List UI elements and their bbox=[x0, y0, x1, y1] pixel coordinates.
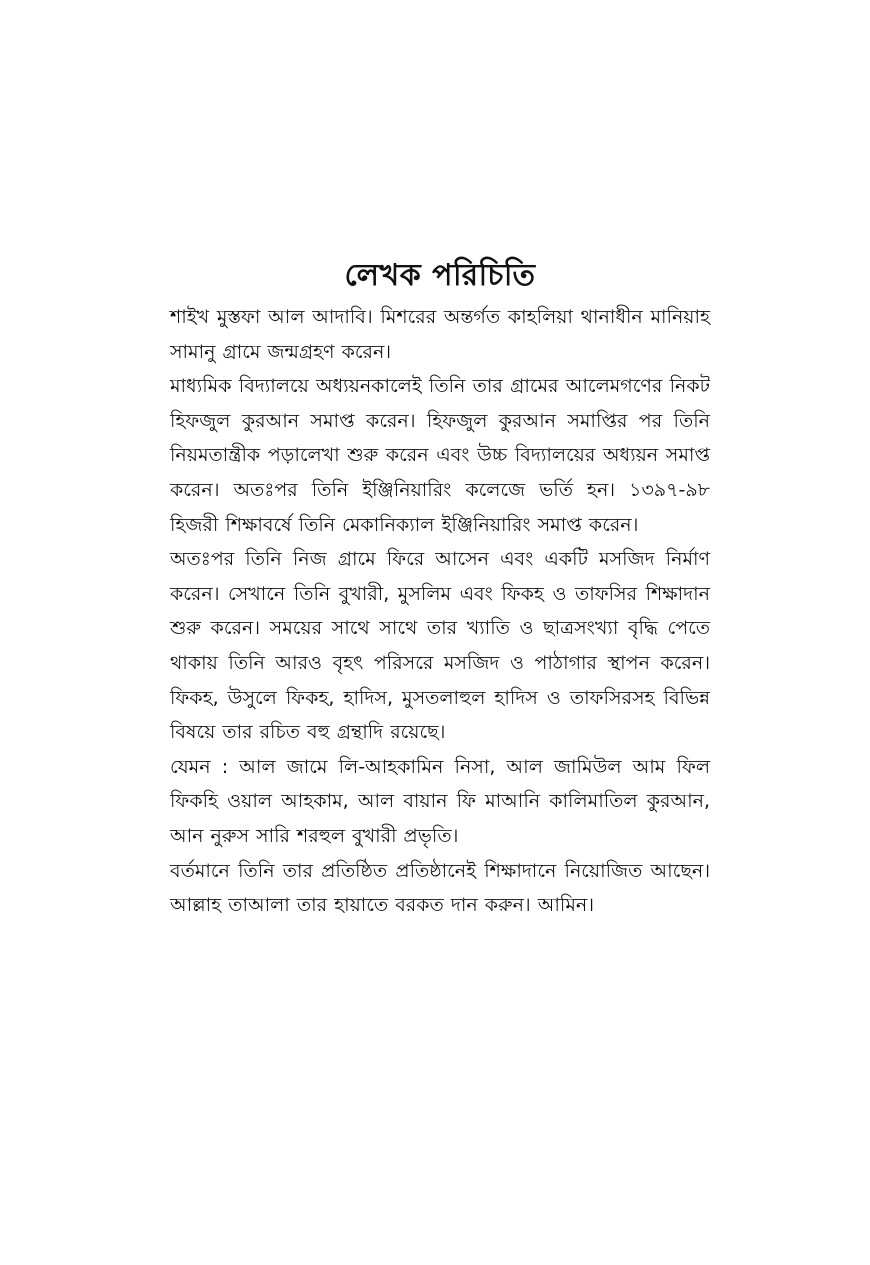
paragraph-birth: শাইখ মুস্তফা আল আদাবি। মিশরের অন্তর্গত কাহলিয়া থানাধীন মানিয়াহ সামানু গ্রামে জন্মগ্রহণ করেন। bbox=[170, 306, 710, 363]
page-title: লেখক পরিচিতি bbox=[344, 258, 536, 293]
paragraph-books: যেমন : আল জামে লি-আহকামিন নিসা, আল জামিউল আম ফিল ফিকহি ওয়াল আহকাম, আল বায়ান ফি মাআনি কালিমাতিল কুরআন, আন নুরুস সারি শরহুল বুখারী প্রভৃতি। bbox=[170, 755, 710, 847]
paragraph-teaching: অতঃপর তিনি নিজ গ্রামে ফিরে আসেন এবং একটি মসজিদ নির্মাণ করেন। সেখানে তিনি বুখারী, মুসলিম এবং ফিকহ ও তাফসির শিক্ষাদান শুরু করেন। সময়ের সাথে সাথে তার খ্যাতি ও ছাত্রসংখ্যা বৃদ্ধি পেতে থাকায় তিনি আরও বৃহৎ পরিসরে মসজিদ ও পাঠাগার স্থাপন করেন। ফিকহ, উসুলে ফিকহ, হাদিস, মুসতলাহুল হাদিস ও তাফসিরসহ বিভিন্ন বিষয়ে তার রচিত বহু গ্রন্থাদি রয়েছে। bbox=[170, 548, 710, 744]
paragraph-present: বর্তমানে তিনি তার প্রতিষ্ঠিত প্রতিষ্ঠানেই শিক্ষাদানে নিয়োজিত আছেন। আল্লাহ তাআলা তার হায়াতে বরকত দান করুন। আমিন। bbox=[170, 859, 710, 917]
author-introduction bbox=[170, 252, 710, 923]
paragraph-education: মাধ্যমিক বিদ্যালয়ে অধ্যয়নকালেই তিনি তার গ্রামের আলেমগণের নিকট হিফজুল কুরআন সমাপ্ত করেন। হিফজুল কুরআন সমাপ্তির পর তিনি নিয়মতান্ত্রীক পড়ালেখা শুরু করেন এবং উচ্চ বিদ্যালয়ের অধ্যয়ন সমাপ্ত করেন। অতঃপর তিনি ইঞ্জিনিয়ারিং কলেজে ভর্তি হন। ১৩৯৭-৯৮ হিজরী শিক্ষাবর্ষে তিনি মেকানিক্যাল ইঞ্জিনিয়ারিং সমাপ্ত করেন। bbox=[170, 375, 710, 536]
